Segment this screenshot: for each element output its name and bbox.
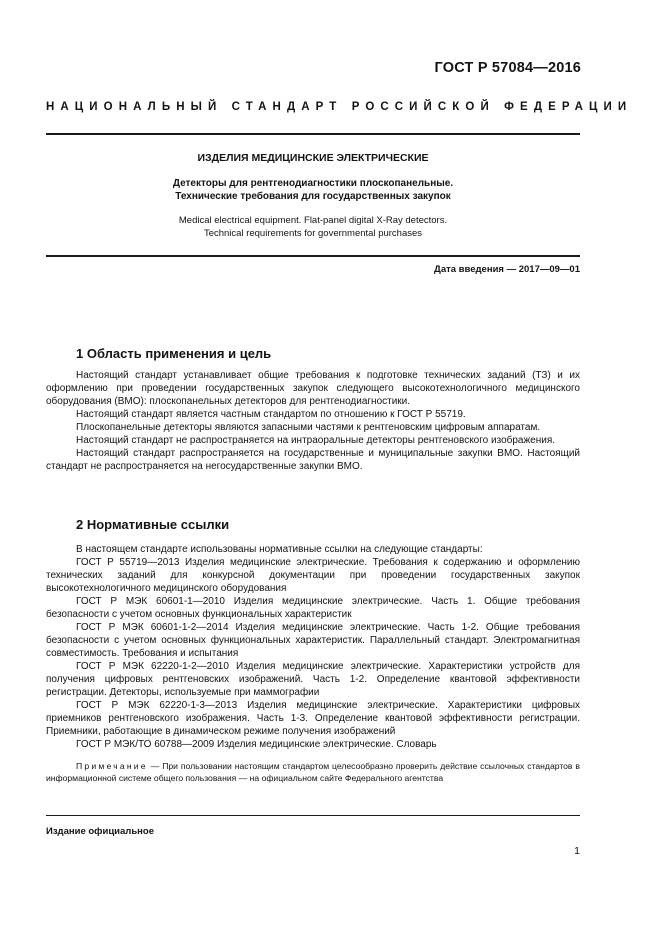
reference-item: ГОСТ Р МЭК 60601-1-2—2014 Изделия медицинские электрические. Часть 1-2. Общие требования безопасности с учетом основных функциональных характеристик. Параллельный стандарт. Электромагнитная совместимость. Требования и испытания xyxy=(46,622,580,659)
main-title: ИЗДЕЛИЯ МЕДИЦИНСКИЕ ЭЛЕКТРИЧЕСКИЕ xyxy=(197,152,429,164)
reference-item: ГОСТ Р 55719—2013 Изделия медицинские электрические. Требования к содержанию и оформлению технических заданий для конкурсной документации при проведении государственных закупок высокотехнологичного медицинского оборудования xyxy=(46,557,580,594)
english-title-line-2: Technical requirements for governmental purchases xyxy=(203,228,423,239)
paragraph: Настоящий стандарт устанавливает общие требования к подготовке технических заданий (ТЗ) и их оформлению при проведении государственных закупок следующего высокотехнологичного медицинского оборудования (ВМО): плоскопанельных детекторов для рентгенодиагностики. xyxy=(46,370,580,407)
national-standard-line: НАЦИОНАЛЬНЫЙ СТАНДАРТ РОССИЙСКОЙ ФЕДЕРАЦИИ xyxy=(46,101,633,113)
section-2-body xyxy=(46,543,580,751)
english-title-line-1: Medical electrical equipment. Flat-panel digital X-Ray detectors. xyxy=(178,215,448,226)
section-2-heading: 2 Нормативные ссылки xyxy=(76,517,230,532)
introduction-date: Дата введения — 2017—09—01 xyxy=(434,264,580,275)
middle-rule xyxy=(46,255,580,257)
section-1-body xyxy=(46,369,580,473)
reference-item: ГОСТ Р МЭК/ТО 60788—2009 Изделия медицинские электрические. Словарь xyxy=(76,739,437,750)
page-number: 1 xyxy=(574,845,580,857)
subtitle-line-2: Технические требования для государственных закупок xyxy=(175,191,451,202)
note-text: — При пользовании настоящим стандартом целесообразно проверить действие ссылочных стандартов в информационной системе общего пользования — на официальном сайте Федерального агентства xyxy=(46,761,580,783)
paragraph: Настоящий стандарт не распространяется на интраоральные детекторы рентгеновского изображения. xyxy=(76,435,556,446)
reference-item: ГОСТ Р МЭК 62220-1-2—2010 Изделия медицинские электрические. Характеристики устройств для получения цифровых рентгеновских изображений. Часть 1-2. Определение квантовой эффективности регистрации. Детекторы, используемые при маммографии xyxy=(46,661,580,698)
section-1-heading: 1 Область применения и цель xyxy=(76,346,272,361)
reference-item: ГОСТ Р МЭК 62220-1-3—2013 Изделия медицинские электрические. Характеристики цифровых приемников рентгеновского изображения. Часть 1-3. Определение квантовой эффективности регистрации. Приемники, работающие в динамическом режиме получения изображений xyxy=(46,700,580,737)
top-rule xyxy=(46,133,580,135)
official-edition-label: Издание официальное xyxy=(46,826,154,837)
paragraph: В настоящем стандарте использованы нормативные ссылки на следующие стандарты: xyxy=(76,544,483,555)
russian-subtitle xyxy=(46,177,580,203)
reference-item: ГОСТ Р МЭК 60601-1—2010 Изделия медицинские электрические. Часть 1. Общие требования безопасности с учетом основных функциональных характеристик xyxy=(46,596,580,620)
paragraph: Настоящий стандарт является частным стандартом по отношению к ГОСТ Р 55719. xyxy=(76,409,466,420)
note xyxy=(46,760,580,784)
note-label: Примечание xyxy=(76,761,148,771)
footer-rule xyxy=(46,815,580,816)
paragraph: Плоскопанельные детекторы являются запасными частями к рентгеновским цифровым аппаратам. xyxy=(76,422,541,433)
document-number: ГОСТ Р 57084—2016 xyxy=(434,60,581,76)
subtitle-line-1: Детекторы для рентгенодиагностики плоскопанельные. xyxy=(172,178,454,189)
english-title xyxy=(46,214,580,240)
paragraph: Настоящий стандарт распространяется на государственные и муниципальные закупки ВМО. Настоящий стандарт не распространяется на негосударственные закупки ВМО. xyxy=(46,448,580,472)
